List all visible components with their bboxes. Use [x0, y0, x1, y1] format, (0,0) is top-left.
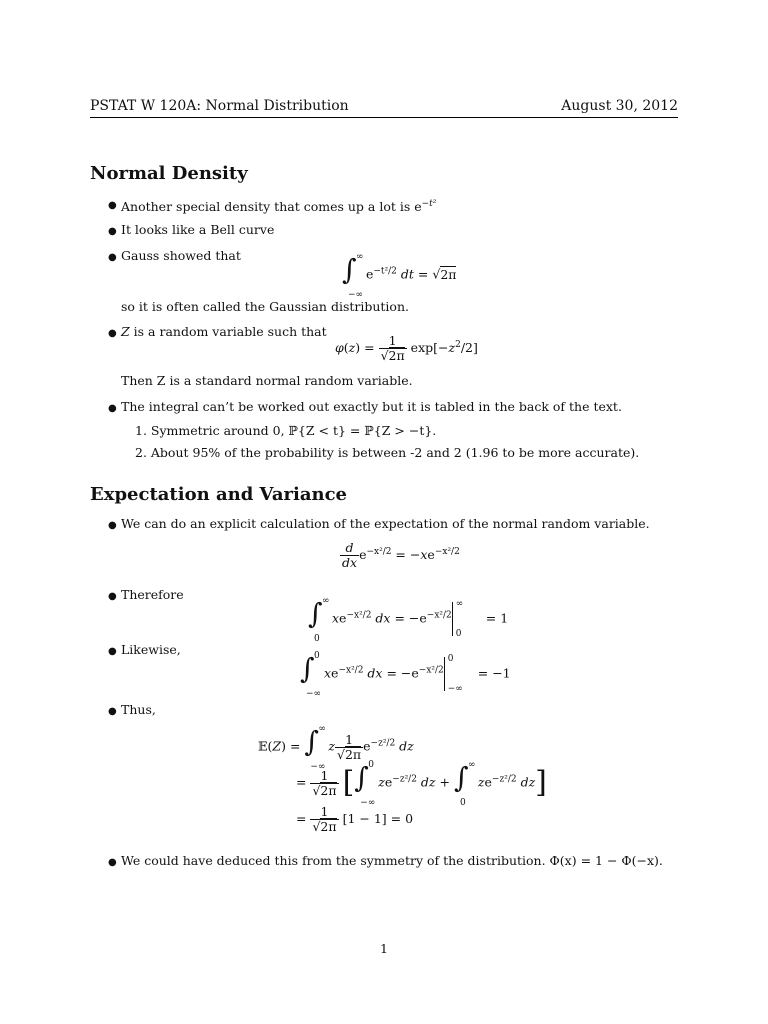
display-equation-integral-positive: ∫ ∞ 0 $xe^{-x^2/2}$ dx = $-e^{-x^2/2}$ ∞ 0 = 1 — [308, 596, 509, 644]
display-equation-expectation-line2: = $\frac{1}{√2\pi}$ [ ∫ 0 −∞ $ze^{-z^2/2}$ dz + ∫ ∞ 0 $ze^{-z^2/2}$ dz] — [296, 760, 547, 808]
display-equation-expectation-line1: 𝔼(Z) = ∫ ∞ −∞ z $\frac{1}{√2\pi}$ $e^{-z^2/2}$ dz — [258, 724, 414, 772]
bullet-text: Likewise, — [121, 642, 181, 657]
display-equation-gaussian-integral: ∫ ∞ −∞ $e^{-t^2/2}$ dt = √2π — [342, 252, 457, 300]
bullet-icon: ● — [108, 328, 117, 339]
section-title-expectation-variance: Expectation and Variance — [90, 484, 348, 505]
bullet-text: Another special density that comes up a lot is $e^{-t^2}$ — [121, 199, 437, 215]
bullet-text: It looks like a Bell curve — [121, 222, 275, 237]
enumerated-item: 1. Symmetric around 0, ℙ{Z < t} = ℙ{Z > −t}. — [135, 423, 437, 438]
running-header-title: PSTAT W 120A: Normal Distribution — [90, 98, 349, 114]
display-equation-integral-negative: ∫ 0 −∞ $xe^{-x^2/2}$ dx = $-e^{-x^2/2}$ 0 −∞ = −1 — [300, 651, 511, 699]
bullet-text: Thus, — [121, 702, 156, 717]
enumerated-item: 2. About 95% of the probability is between -2 and 2 (1.96 to be more accurate). — [135, 445, 640, 460]
page-number: 1 — [380, 941, 388, 956]
bullet-text: Therefore — [121, 587, 184, 602]
bullet-text: Gauss showed that — [121, 248, 241, 263]
bullet-text: We can do an explicit calculation of the expectation of the normal random variable. — [121, 516, 650, 531]
paragraph-text: so it is often called the Gaussian distribution. — [121, 299, 409, 314]
running-header-date: August 30, 2012 — [561, 98, 678, 114]
header-rule — [90, 117, 678, 118]
bullet-icon: ● — [108, 591, 117, 602]
bullet-icon: ● — [108, 706, 117, 717]
display-equation-phi: φ(z) = $\frac{1}{√2\pi}$ $\exp[-z^2/2]$ — [335, 333, 478, 363]
paragraph-text: Then Z is a standard normal random variable. — [121, 373, 413, 388]
bullet-text: We could have deduced this from the symmetry of the distribution. Φ(x) = 1 − Φ(−x). — [121, 853, 663, 868]
bullet-icon: ● — [108, 646, 117, 657]
display-equation-derivative: $\frac{d}{dx}$ $e^{-x^2/2} = -xe^{-x^2/2}$ — [342, 540, 460, 570]
bullet-icon: ● — [108, 226, 117, 237]
bullet-icon: ● — [108, 200, 117, 211]
bullet-icon: ● — [108, 520, 117, 531]
bullet-icon: ● — [108, 252, 117, 263]
bullet-text: Z is a random variable such that — [121, 324, 327, 339]
bullet-icon: ● — [108, 403, 117, 414]
display-equation-expectation-line3: = $\frac{1}{√2\pi}$ [1 − 1] = 0 — [296, 804, 414, 834]
section-title-normal-density: Normal Density — [90, 163, 248, 184]
bullet-icon: ● — [108, 857, 117, 868]
bullet-text: The integral can’t be worked out exactly but it is tabled in the back of the text. — [121, 399, 622, 414]
